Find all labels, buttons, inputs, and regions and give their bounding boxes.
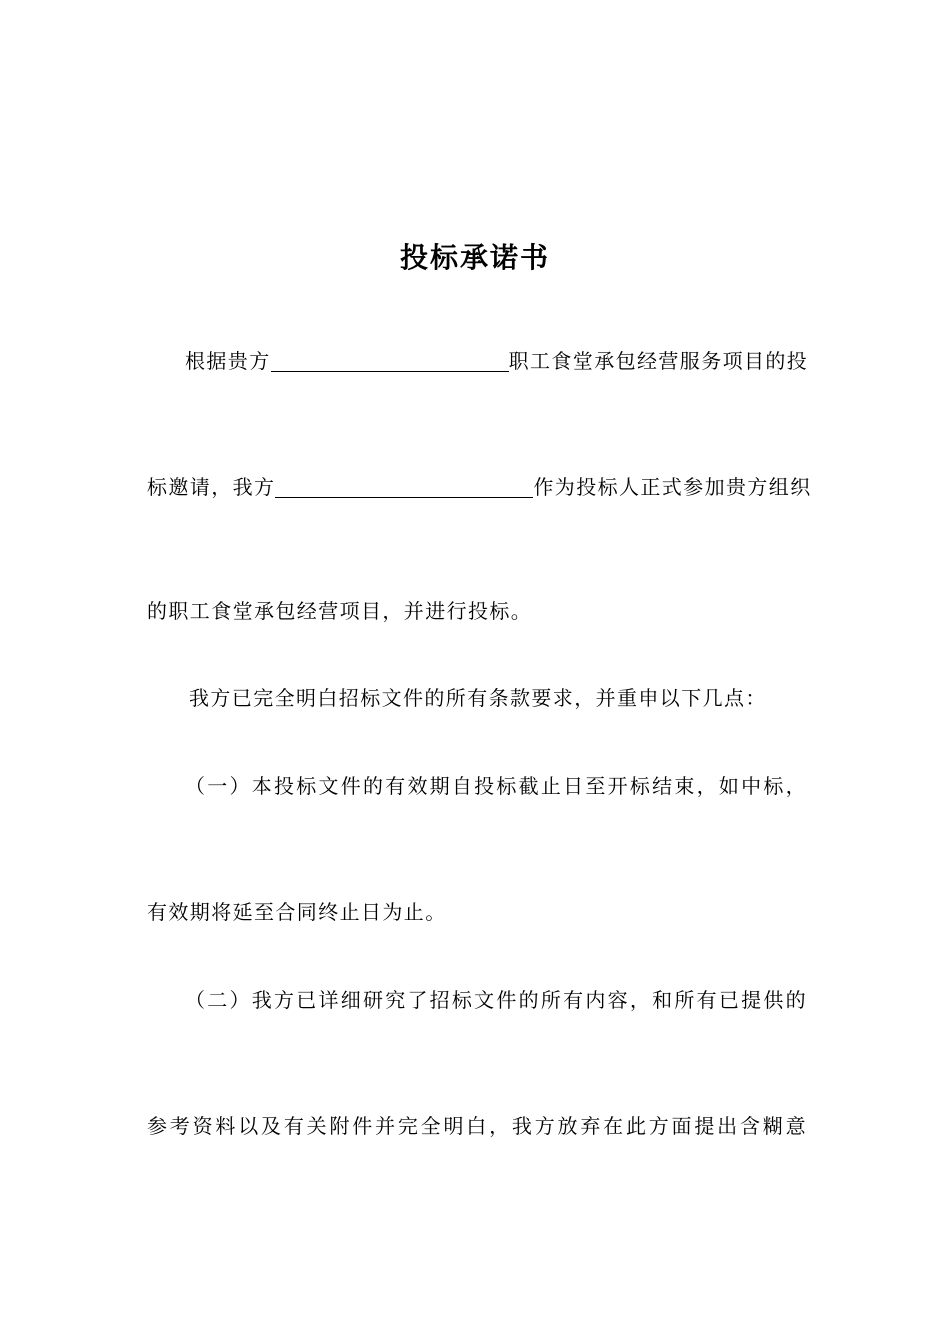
item-1-line-2: 有效期将延至合同终止日为止。 bbox=[147, 900, 447, 924]
fill-in-blank-bidder[interactable] bbox=[275, 475, 533, 498]
text-segment: 作为投标人正式参加贵方组织 bbox=[533, 475, 812, 499]
paragraph-1-line-1 bbox=[147, 346, 807, 376]
paragraph-1-line-2 bbox=[147, 472, 812, 502]
paragraph-2: 我方已完全明白招标文件的所有条款要求，并重申以下几点： bbox=[189, 686, 767, 710]
item-2-line-1: （二）我方已详细研究了招标文件的所有内容，和所有已提供的 bbox=[185, 988, 807, 1012]
text-segment: 职工食堂承包经营服务项目的投 bbox=[508, 349, 809, 373]
text-segment: 标邀请，我方 bbox=[147, 475, 276, 499]
paragraph-1-line-3: 的职工食堂承包经营项目，并进行投标。 bbox=[147, 599, 533, 623]
fill-in-blank-tenderee[interactable] bbox=[271, 349, 509, 372]
text-segment: 根据贵方 bbox=[185, 349, 271, 373]
item-2-line-2: 参考资料以及有关附件并完全明白，我方放弃在此方面提出含糊意 bbox=[147, 1114, 807, 1138]
document-title: 投标承诺书 bbox=[399, 241, 550, 274]
item-1-line-1: （一）本投标文件的有效期自投标截止日至开标结束，如中标， bbox=[185, 774, 807, 798]
